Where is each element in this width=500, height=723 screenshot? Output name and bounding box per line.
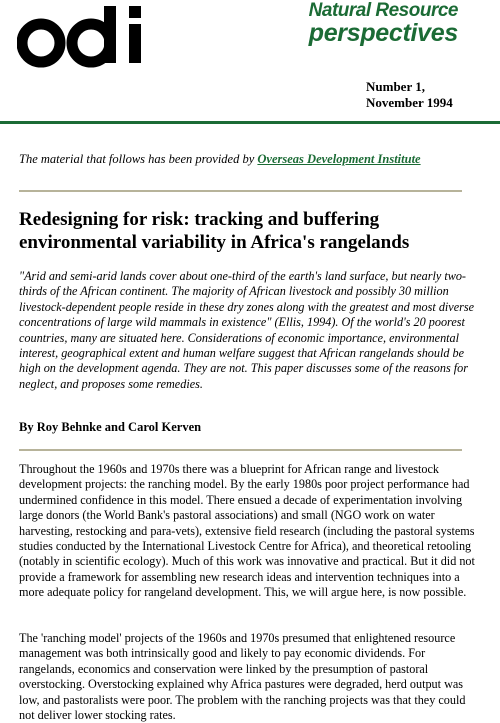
logo-letter-i-stem (129, 24, 141, 63)
article-title: Redesigning for risk: tracking and buffering environmental variability in Africa's rangelands (19, 209, 410, 253)
odi-link[interactable]: Overseas Development Institute (257, 152, 421, 166)
divider-body (19, 449, 462, 451)
body-paragraph: The 'ranching model' projects of the 1960s and 1970s presumed that enlightened resource management was both intrinsically good and likely to pay economic dividends. For rangelands, economics and conservation were linked by the presumption of pastoral overstocking. Overstocking explained why Africa pastures were degraded, herd output was low, and pastoralists were poor. The problem with the ranching projects was that they could not deliver lower stocking rates. (19, 631, 466, 723)
divider-top (19, 190, 462, 192)
series-title-line2: perspectives (308, 19, 458, 47)
provided-by-text: The material that follows has been provided by (19, 152, 258, 166)
article-authors: By Roy Behnke and Carol Kerven (19, 420, 202, 434)
odi-logo (17, 6, 154, 68)
provided-by-line (19, 152, 421, 167)
issue-info (366, 79, 453, 111)
article-abstract: "Arid and semi-arid lands cover about one-third of the earth's land surface, but nearly two-thirds of the African continent. The majority of African livestock and possibly 30 million livestock-dependent people reside in these dry zones along with the greatest and most diverse concentrations of large wild mammals in existence" (Ellis, 1994). Of the world's 20 poorest countries, many are situated here. Considerations of economic importance, environmental interest, geographical extent and human welfare suggest that African rangelands should be high on the development agenda. They are not. This paper discusses some of the reasons for neglect, and proposes some remedies. (19, 269, 475, 391)
logo-letter-i-dot (129, 6, 141, 18)
issue-number: Number 1, (366, 79, 425, 94)
body-paragraph: Throughout the 1960s and 1970s there was a blueprint for African range and livestock development projects: the ranching model. By the early 1980s poor project performance had undermined confidence in this model. There ensued a decade of experimentation involving large donors (the World Bank's pastoral associations) and small (NGO work on water harvesting, restocking and para-vets), extensive field research (including the pastoral systems studies conducted by the International Livestock Centre for Africa), and theoretical retooling (notably in scientific ecology). Much of this work was innovative and practical. But it did not provide a framework for assembling new research ideas and intervention techniques into a more adequate policy for rangeland development. This, we will argue here, is now possible. (19, 462, 475, 600)
logo-letter-d-stem (104, 6, 116, 63)
series-title-line1: Natural Resource (308, 0, 458, 21)
series-title (258, 1, 458, 45)
logo-letter-o (22, 24, 60, 62)
header-divider (0, 121, 500, 124)
issue-date: November 1994 (366, 95, 453, 110)
